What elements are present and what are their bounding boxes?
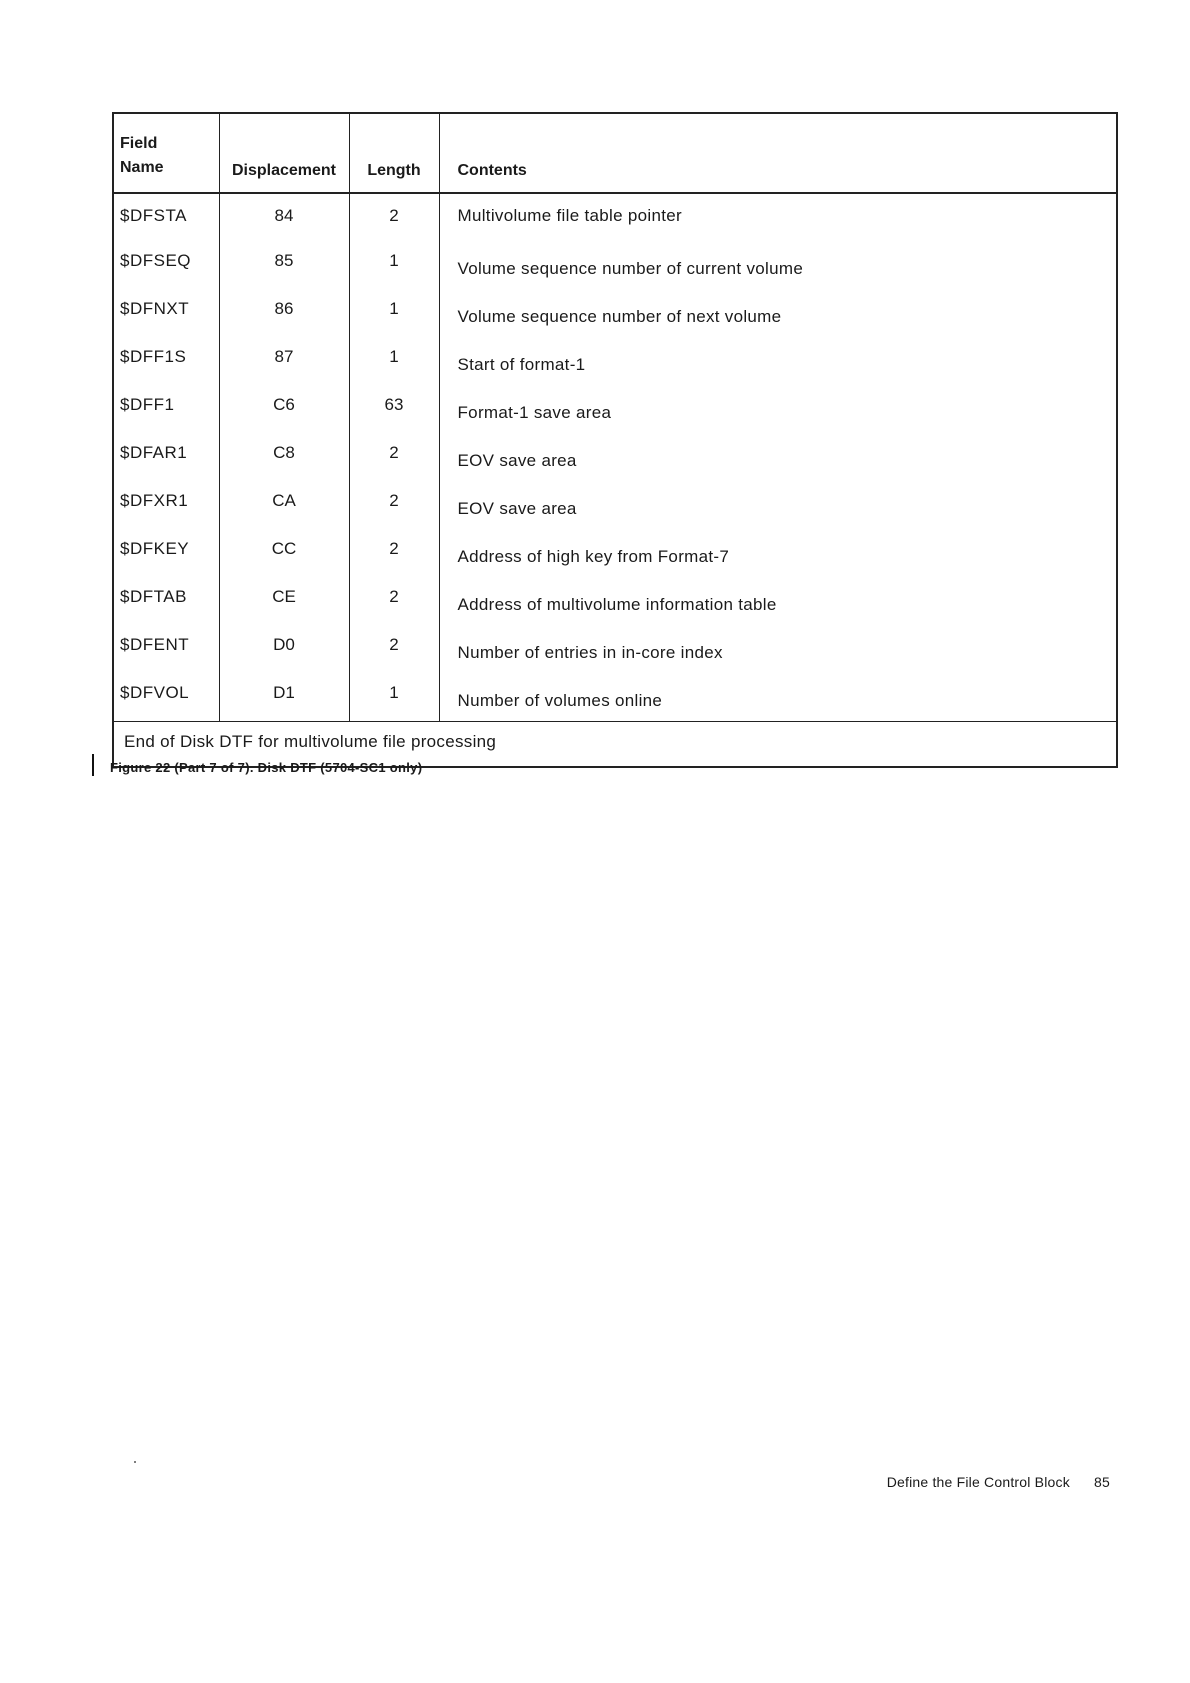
cell-displacement: C8 (219, 433, 349, 481)
table-row (113, 577, 1117, 625)
table-header-row (113, 113, 1117, 193)
cell-length: 2 (349, 577, 439, 625)
cell-length: 2 (349, 625, 439, 673)
cell-field-name: $DFAR1 (113, 433, 219, 481)
cell-length: 2 (349, 433, 439, 481)
cell-length: 1 (349, 289, 439, 337)
table-row (113, 385, 1117, 433)
cell-length: 1 (349, 241, 439, 289)
footer-page-number: 85 (1094, 1474, 1110, 1490)
cell-field-name: $DFTAB (113, 577, 219, 625)
cell-field-name: $DFVOL (113, 673, 219, 721)
cell-contents: Start of format-1 (439, 337, 1117, 385)
cell-displacement: 86 (219, 289, 349, 337)
table-row (113, 481, 1117, 529)
cell-field-name: $DFF1 (113, 385, 219, 433)
cell-field-name: $DFSTA (113, 193, 219, 241)
cell-length: 1 (349, 673, 439, 721)
cell-contents: Multivolume file table pointer (439, 193, 1117, 241)
revision-change-bar (92, 754, 94, 776)
table-row (113, 433, 1117, 481)
cell-field-name: $DFENT (113, 625, 219, 673)
cell-contents: Number of entries in in-core index (439, 625, 1117, 673)
cell-contents: Address of high key from Format-7 (439, 529, 1117, 577)
cell-contents: Number of volumes online (439, 673, 1117, 721)
table-row (113, 337, 1117, 385)
header-field-name-line2: Name (120, 159, 164, 176)
table-row (113, 673, 1117, 721)
cell-displacement: 85 (219, 241, 349, 289)
cell-length: 2 (349, 529, 439, 577)
cell-displacement: C6 (219, 385, 349, 433)
table-row (113, 241, 1117, 289)
cell-displacement: CE (219, 577, 349, 625)
header-length: Length (349, 113, 439, 193)
cell-contents: EOV save area (439, 481, 1117, 529)
disk-dtf-table-container (112, 112, 1118, 768)
table-footer-note: End of Disk DTF for multivolume file processing (113, 721, 1117, 767)
table-row (113, 529, 1117, 577)
table-row (113, 625, 1117, 673)
cell-field-name: $DFSEQ (113, 241, 219, 289)
cell-length: 2 (349, 481, 439, 529)
cell-displacement: 87 (219, 337, 349, 385)
cell-displacement: CA (219, 481, 349, 529)
header-field-name-line1: Field (120, 135, 158, 152)
cell-field-name: $DFF1S (113, 337, 219, 385)
cell-displacement: D0 (219, 625, 349, 673)
disk-dtf-table (112, 112, 1118, 768)
cell-length: 1 (349, 337, 439, 385)
cell-field-name: $DFKEY (113, 529, 219, 577)
header-field-name (113, 113, 219, 193)
cell-displacement: 84 (219, 193, 349, 241)
cell-contents: Volume sequence number of current volume (439, 241, 1117, 289)
cell-contents: EOV save area (439, 433, 1117, 481)
cell-length: 2 (349, 193, 439, 241)
cell-field-name: $DFXR1 (113, 481, 219, 529)
table-row (113, 193, 1117, 241)
cell-length: 63 (349, 385, 439, 433)
scan-speck (134, 1461, 136, 1463)
header-contents: Contents (439, 113, 1117, 193)
table-row (113, 289, 1117, 337)
cell-displacement: D1 (219, 673, 349, 721)
footer-section-title: Define the File Control Block (886, 1474, 1070, 1490)
cell-contents: Format-1 save area (439, 385, 1117, 433)
cell-contents: Volume sequence number of next volume (439, 289, 1117, 337)
header-displacement: Displacement (219, 113, 349, 193)
page-footer (887, 1474, 1110, 1490)
cell-field-name: $DFNXT (113, 289, 219, 337)
cell-contents: Address of multivolume information table (439, 577, 1117, 625)
cell-displacement: CC (219, 529, 349, 577)
figure-caption-text: Figure 22 (Part 7 of 7). Disk DTF (5704-SC1 only) (110, 760, 423, 775)
